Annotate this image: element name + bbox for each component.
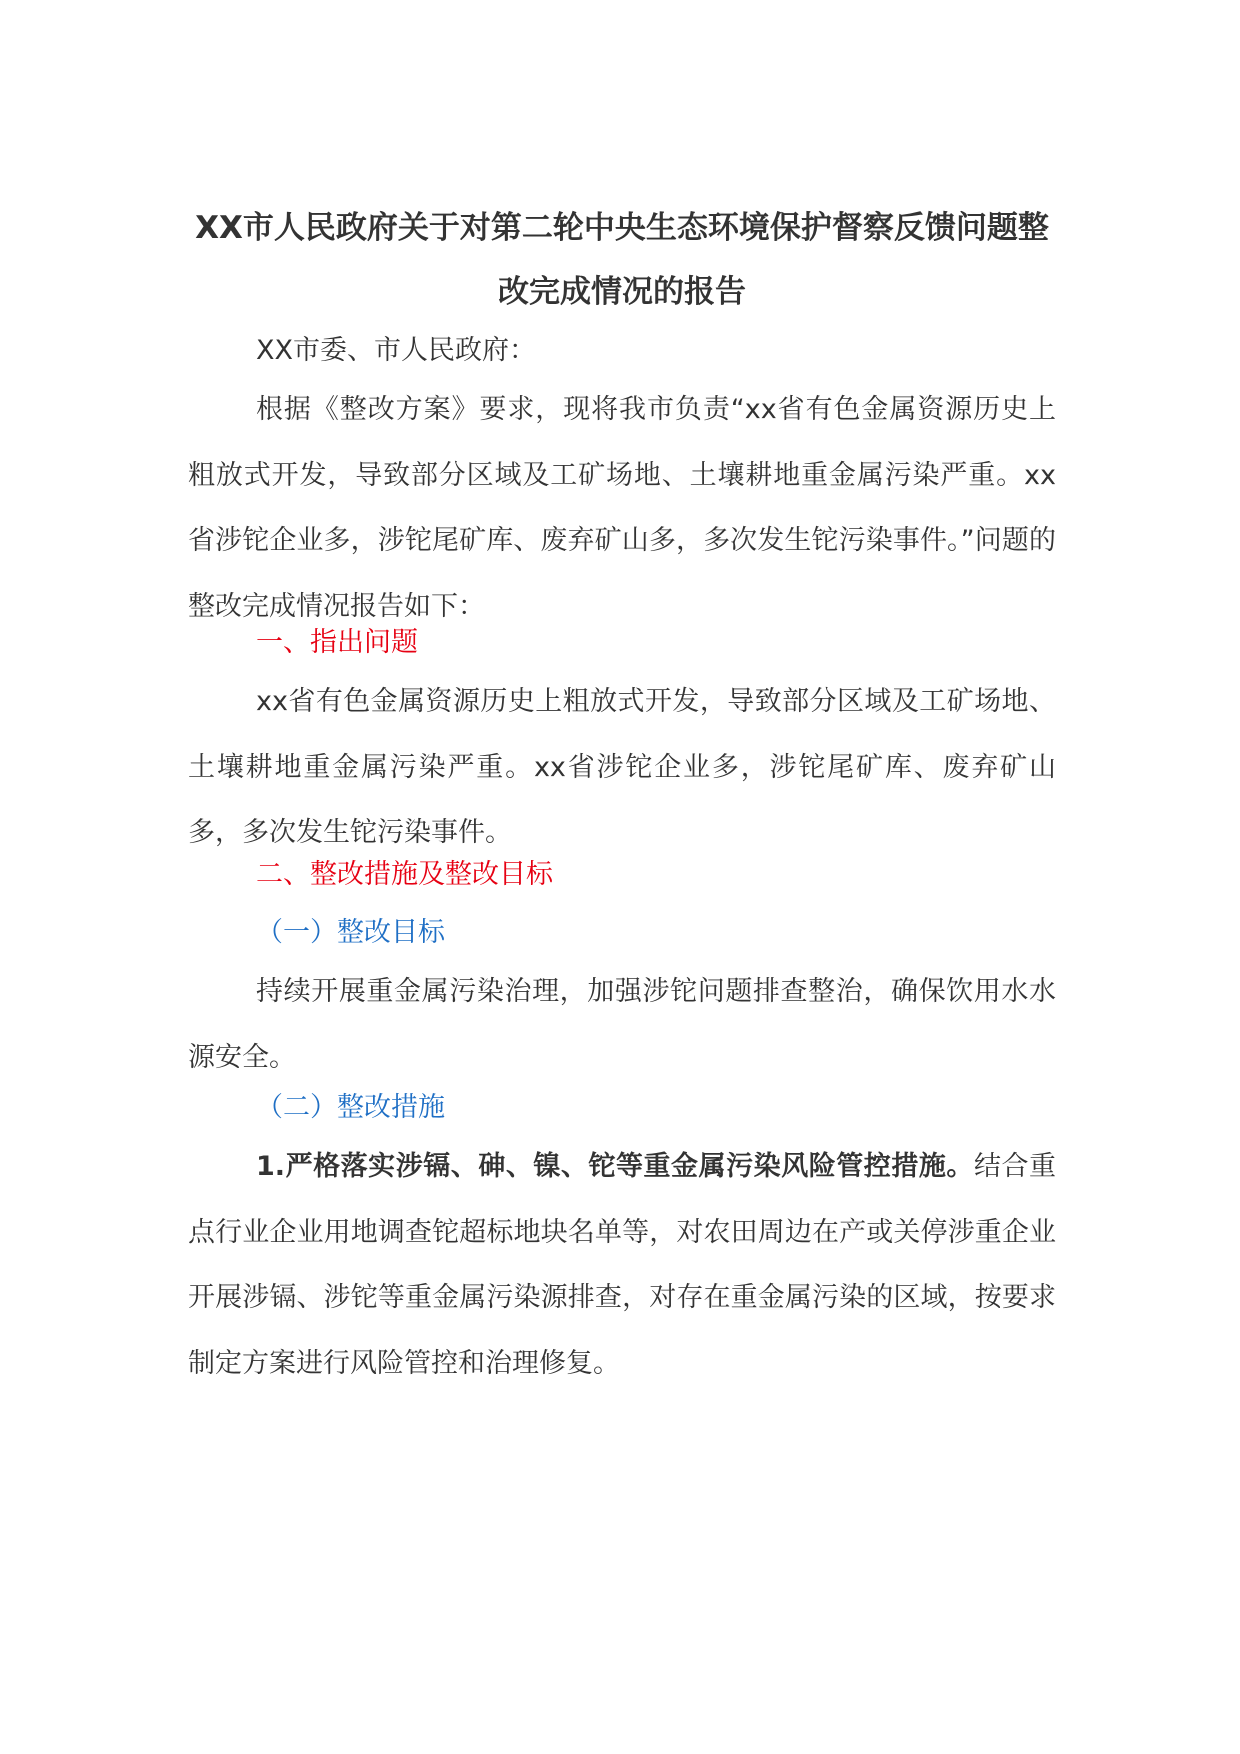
section-heading-measures: 二、整改措施及整改目标 <box>256 859 553 890</box>
section-heading-problem: 一、指出问题 <box>256 627 418 658</box>
document-title: XX市人民政府关于对第二轮中央生态环境保护督察反馈问题整改完成情况的报告 <box>195 210 1049 310</box>
subsection-heading-measures: （二）整改措施 <box>256 1092 445 1123</box>
measure-text: 结合重点行业企业用地调查铊超标地块名单等，对农田周边在产或关停涉重企业开展涉镉、涉铊等重金属污染源排查，对存在重金属污染的区域，按要求制定方案进行风险管控和治理修复。 <box>188 1151 1057 1379</box>
measure-heading: 1.严格落实涉镉、砷、镍、铊等重金属污染风险管控措施。 <box>256 1151 974 1182</box>
subsection-heading-goal: （一）整改目标 <box>256 917 445 948</box>
measure-paragraph <box>188 1134 1056 1396</box>
salutation: XX市委、市人民政府： <box>256 335 536 366</box>
intro-paragraph: 根据《整改方案》要求，现将我市负责“xx省有色金属资源历史上粗放式开发，导致部分区域及工矿场地、土壤耕地重金属污染严重。xx省涉铊企业多，涉铊尾矿库、废弃矿山多，多次发生铊污染事件。”问题的整改完成情况报告如下： <box>188 394 1056 622</box>
goal-paragraph: 持续开展重金属污染治理，加强涉铊问题排查整治，确保饮用水水源安全。 <box>188 976 1056 1073</box>
problem-paragraph: xx省有色金属资源历史上粗放式开发，导致部分区域及工矿场地、土壤耕地重金属污染严重。xx省涉铊企业多，涉铊尾矿库、废弃矿山多，多次发生铊污染事件。 <box>188 686 1056 848</box>
